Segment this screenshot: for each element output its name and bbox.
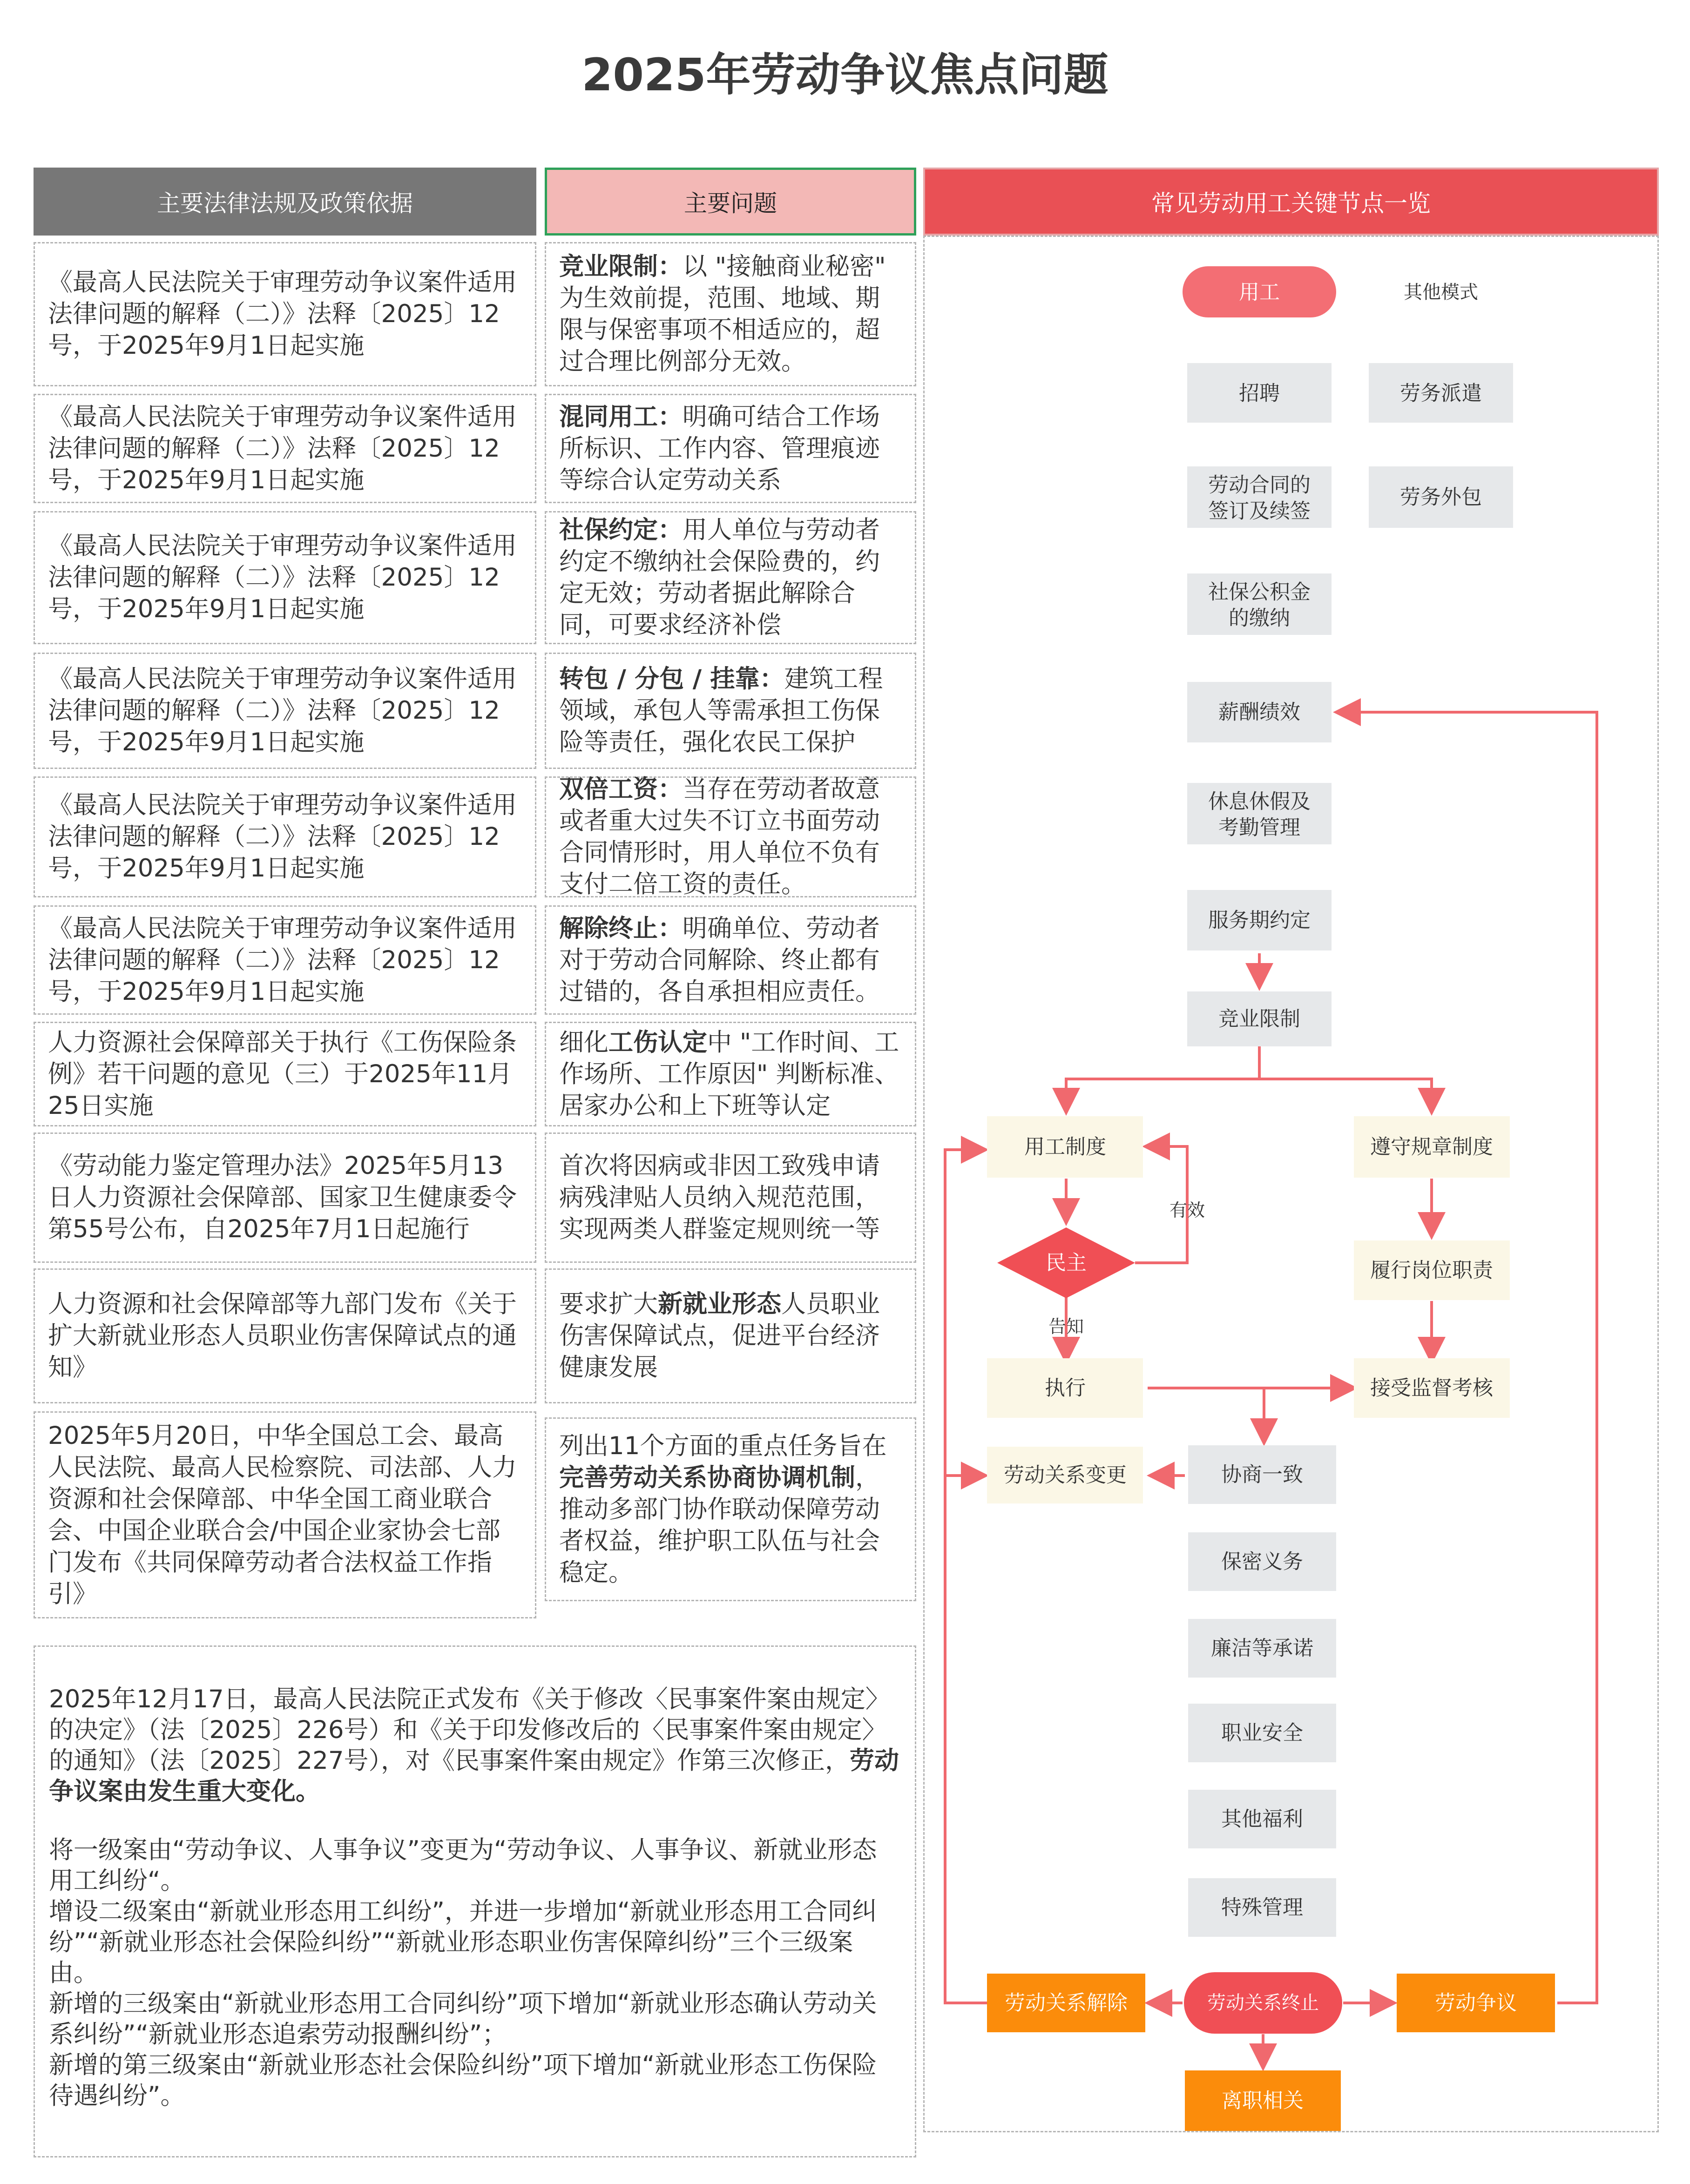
node-social-label-1: 社保公积金 <box>1208 580 1311 604</box>
node-welfare-label: 其他福利 <box>1221 1807 1303 1831</box>
issue-keyword: 完善劳动关系协商协调机制 <box>559 1463 855 1492</box>
node-confidentiality-label: 保密义务 <box>1221 1550 1303 1574</box>
issue-keyword: 竞业限制： <box>559 252 683 281</box>
node-termination-label: 劳动关系终止 <box>1207 1992 1319 2014</box>
notice-highlight: 劳动争议案由发生重大变化。 <box>49 1746 899 1806</box>
node-integrity-label: 廉洁等承诺 <box>1211 1636 1313 1660</box>
law-text: 《最高人民法院关于审理劳动争议案件适用法律问题的解释（二）》法释〔2025〕12号，于2025年9月1日起实施 <box>48 914 517 1006</box>
arrow-noncompete-to-rules <box>1066 1045 1259 1110</box>
node-dissolution-label: 劳动关系解除 <box>1005 1991 1128 2015</box>
notice-paragraph-2: 将一级案由“劳动争议、人事争议”变更为“劳动争议、人事争议、新就业形态用工纠纷“。 <box>49 1836 877 1895</box>
law-text: 《劳动能力鉴定管理办法》2025年5月13日人力资源社会保障部、国家卫生健康委令第55号公布，自2025年7月1日起施行 <box>48 1152 517 1243</box>
law-text: 2025年5月20日，中华全国总工会、最高人民法院、最高人民检察院、司法部、人力资源和社会保障部、中华全国工商业联合会、中国企业联合会/中国企业家协会七部门发布《共同保障劳动者合法权益工作指引》 <box>48 1421 517 1608</box>
issue-keyword: 新就业形态 <box>658 1290 781 1318</box>
node-special-label: 特殊管理 <box>1221 1895 1303 1920</box>
issue-text: 首次将因病或非因工致残申请病残津贴人员纳入规范范围，实现两类人群鉴定规则统一等 <box>559 1152 880 1243</box>
arrow-dispute-to-salary <box>1338 712 1597 2003</box>
page-title: 2025年劳动争议焦点问题 <box>581 49 1109 101</box>
law-text: 《最高人民法院关于审理劳动争议案件适用法律问题的解释（二）》法释〔2025〕12号，于2025年9月1日起实施 <box>48 665 517 756</box>
node-non-compete-label: 竞业限制 <box>1218 1007 1300 1031</box>
issue-keyword: 解除终止： <box>559 914 683 943</box>
law-text: 人力资源社会保障部关于执行《工伤保险条例》若干问题的意见（三）于2025年11月25日实施 <box>48 1028 517 1120</box>
issue-text: 以 "接触商业秘密" 为生效前提，范围、地域、期限与保密事项不相适应的，超过合理比例部分无效。 <box>559 252 886 376</box>
node-supervision-label: 接受监督考核 <box>1370 1376 1493 1400</box>
header-main-issues: 主要问题 <box>545 168 916 236</box>
node-service-period-label: 服务期约定 <box>1208 908 1311 932</box>
node-rules-label: 用工制度 <box>1024 1135 1106 1159</box>
other-modes-label: 其他模式 <box>1404 282 1478 303</box>
header-legal-basis: 主要法律法规及政策依据 <box>34 168 536 236</box>
notice-text: 2025年12月17日，最高人民法院正式发布《关于修改〈民事案件案由规定〉的决定》（法〔2025〕226号）和《关于印发修改后的〈民事案件案由规定〉的通知》（法〔2025〕227号），对《民事案件案由规定》作第三次修正， <box>49 1685 890 1775</box>
issue-text: 明确可结合工作场所标识、工作内容、管理痕迹等综合认定劳动关系 <box>559 402 880 494</box>
node-consensus-label: 协商一致 <box>1221 1463 1303 1487</box>
law-text: 《最高人民法院关于审理劳动争议案件适用法律问题的解释（二）》法释〔2025〕12号，于2025年9月1日起实施 <box>48 268 517 360</box>
issue-keyword: 混同用工： <box>559 402 683 431</box>
node-dispatch-label: 劳务派遣 <box>1400 381 1482 405</box>
issue-keyword: 社保约定： <box>559 516 683 544</box>
node-democracy-label: 民主 <box>1046 1251 1087 1275</box>
node-recruit-label: 招聘 <box>1239 381 1280 405</box>
node-leave-label-2: 考勤管理 <box>1218 816 1300 840</box>
node-dispute-label: 劳动争议 <box>1435 1991 1517 2015</box>
node-execute-label: 执行 <box>1045 1376 1086 1400</box>
node-comply-label: 遵守规章制度 <box>1370 1135 1493 1159</box>
law-text: 《最高人民法院关于审理劳动争议案件适用法律问题的解释（二）》法释〔2025〕12号，于2025年9月1日起实施 <box>48 402 517 494</box>
law-text: 人力资源和社会保障部等九部门发布《关于扩大新就业形态人员职业伤害保障试点的通知》 <box>48 1290 517 1382</box>
node-employment-label: 用工 <box>1239 280 1280 304</box>
issue-keyword: 双倍工资： <box>559 775 683 803</box>
issue-text: ，推动多部门协作联动保障劳动者权益，维护职工队伍与社会稳定。 <box>559 1463 880 1587</box>
node-contract-label-1: 劳动合同的 <box>1208 473 1311 497</box>
notice-paragraph-3: 增设二级案由“新就业形态用工纠纷”，并进一步增加“新就业形态用工合同纠纷”“新就业形态社会保险纠纷”“新就业形态职业伤害保障纠纷”三个三级案由。 <box>49 1897 877 1987</box>
issue-keyword: 工伤认定 <box>608 1028 707 1057</box>
arrow-dissolution-loop <box>945 1150 992 2003</box>
issue-text: 明确单位、劳动者对于劳动合同解除、终止都有过错的，各自承担相应责任。 <box>559 914 880 1006</box>
issue-prefix: 列出11个方面的重点任务旨在 <box>559 1431 887 1460</box>
node-resignation-label: 离职相关 <box>1222 2089 1304 2113</box>
node-contract-label-2: 签订及续签 <box>1208 499 1311 523</box>
notice-paragraph-5: 新增的第三级案由“新就业形态社会保险纠纷”项下增加“新就业形态工伤保险待遇纠纷”。 <box>49 2051 877 2110</box>
issue-text: 中 "工作时间、工作场所、工作原因" 判断标准、居家办公和上下班等认定 <box>559 1028 899 1120</box>
arrow-noncompete-to-comply <box>1259 1079 1432 1110</box>
issue-text: 用人单位与劳动者约定不缴纳社会保险费的，约定无效；劳动者据此解除合同，可要求经济补偿 <box>559 516 880 639</box>
issue-text: 当存在劳动者故意或者重大过失不订立书面劳动合同情形时，用人单位不负有支付二倍工资的责任。 <box>559 775 880 898</box>
label-valid: 有效 <box>1169 1200 1205 1220</box>
node-safety-label: 职业安全 <box>1221 1721 1303 1745</box>
node-duties-label: 履行岗位职责 <box>1370 1258 1493 1282</box>
issue-prefix: 要求扩大 <box>559 1290 658 1318</box>
law-text: 《最高人民法院关于审理劳动争议案件适用法律问题的解释（二）》法释〔2025〕12号，于2025年9月1日起实施 <box>48 791 517 883</box>
node-leave-label-1: 休息休假及 <box>1208 789 1311 814</box>
issue-text: 人员职业伤害保障试点，促进平台经济健康发展 <box>559 1290 880 1382</box>
issue-text: 建筑工程领域，承包人等需承担工伤保险等责任，强化农民工保护 <box>559 665 883 756</box>
node-change-label: 劳动关系变更 <box>1004 1463 1127 1487</box>
label-inform: 告知 <box>1048 1316 1084 1337</box>
issue-prefix: 细化 <box>559 1028 608 1057</box>
notice-paragraph-4: 新增的三级案由“新就业形态用工合同纠纷”项下增加“新就业形态确认劳动关系纠纷”“新就业形态追索劳动报酬纠纷”； <box>49 1989 877 2049</box>
node-salary-label: 薪酬绩效 <box>1218 700 1300 724</box>
law-text: 《最高人民法院关于审理劳动争议案件适用法律问题的解释（二）》法释〔2025〕12号，于2025年9月1日起实施 <box>48 532 517 623</box>
issue-keyword: 转包 / 分包 / 挂靠： <box>559 665 784 693</box>
header-key-nodes: 常见劳动用工关键节点一览 <box>923 168 1659 236</box>
node-outsourcing-label: 劳务外包 <box>1400 485 1482 509</box>
node-social-label-2: 的缴纳 <box>1229 606 1290 630</box>
